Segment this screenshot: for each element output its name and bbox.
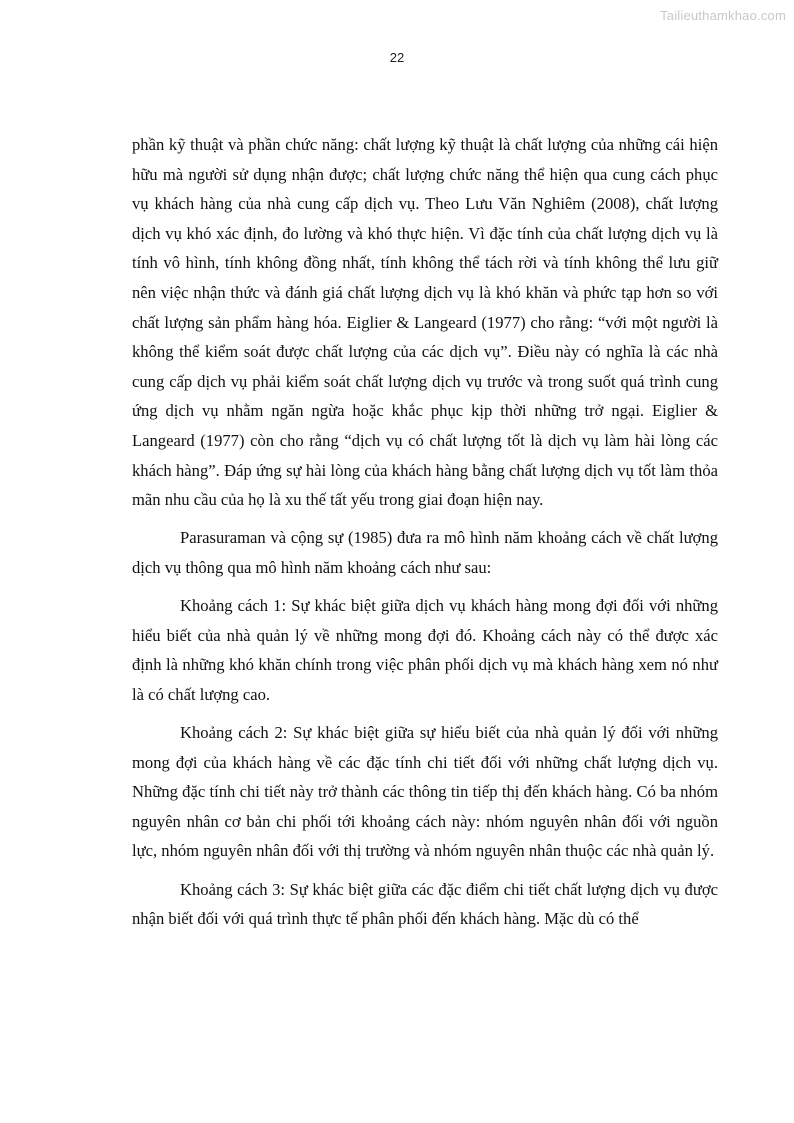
paragraph: Khoảng cách 1: Sự khác biệt giữa dịch vụ khách hàng mong đợi đối với những hiểu biết của nhà quản lý về những mong đợi đó. Khoảng cách này có thể được xác định là những khó khăn chính trong việc phân phối dịch vụ mà khách hàng xem nó như là có chất lượng cao.	[132, 596, 718, 704]
page-number: 22	[389, 50, 405, 65]
paragraph: Khoảng cách 2: Sự khác biệt giữa sự hiểu biết của nhà quản lý đối với những mong đợi của khách hàng về các đặc tính chi tiết đối với những chất lượng dịch vụ. Những đặc tính chi tiết này trở thành các thông tin tiếp thị đến khách hàng. Có ba nhóm nguyên nhân cơ bản chi phối tới khoảng cách này: nhóm nguyên nhân đối với nguồn lực, nhóm nguyên nhân đối với thị trường và nhóm nguyên nhân thuộc các nhà quản lý.	[132, 723, 718, 861]
paragraph: Khoảng cách 3: Sự khác biệt giữa các đặc điểm chi tiết chất lượng dịch vụ được nhận biết đối với quá trình thực tế phân phối đến khách hàng. Mặc dù có thể	[132, 879, 718, 929]
document-body	[132, 130, 718, 934]
paragraph: Parasuraman và cộng sự (1985) đưa ra mô hình năm khoảng cách về chất lượng dịch vụ thông qua mô hình năm khoảng cách như sau:	[132, 528, 718, 577]
paragraph: phần kỹ thuật và phần chức năng: chất lượng kỹ thuật là chất lượng của những cái hiện hữu mà người sử dụng nhận được; chất lượng chức năng thể hiện qua cung cách phục vụ khách hàng của nhà cung cấp dịch vụ. Theo Lưu Văn Nghiêm (2008), chất lượng dịch vụ khó xác định, đo lường và khó thực hiện. Vì đặc tính của chất lượng dịch vụ là tính vô hình, tính không đồng nhất, tính không thể tách rời và tính không thể lưu giữ nên việc nhận thức và đánh giá chất lượng dịch vụ là khó khăn và phức tạp hơn so với chất lượng sản phẩm hàng hóa. Eiglier & Langeard (1977) cho rằng: “với một người là không thể kiểm soát được chất lượng của các dịch vụ”. Điều này có nghĩa là các nhà cung cấp dịch vụ phải kiểm soát chất lượng dịch vụ trước và trong suốt quá trình cung ứng dịch vụ nhằm ngăn ngừa hoặc khắc phục kịp thời những trở ngại. Eiglier & Langeard (1977) còn cho rằng “dịch vụ có chất lượng tốt là dịch vụ làm hài lòng các khách hàng”. Đáp ứng sự hài lòng của khách hàng bằng chất lượng dịch vụ tốt làm thỏa mãn nhu cầu của họ là xu thế tất yếu trong giai đoạn hiện nay.	[132, 135, 718, 510]
watermark: Tailieuthamkhao.com	[660, 8, 786, 23]
